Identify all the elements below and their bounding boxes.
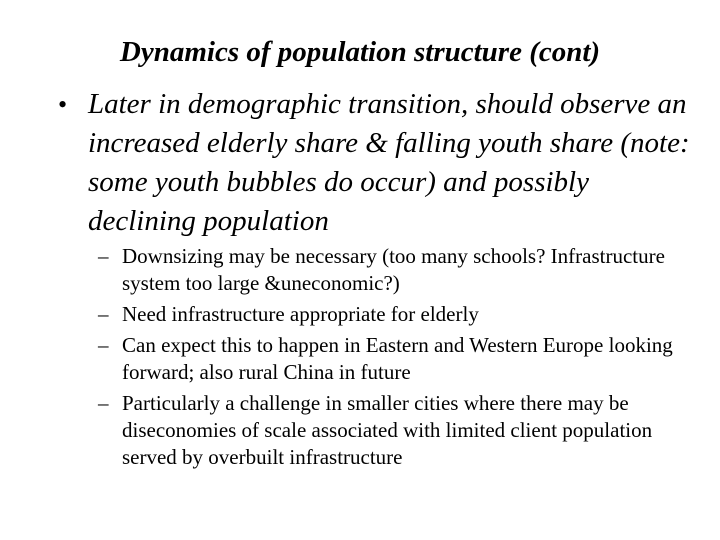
sub-bullet-downsizing xyxy=(98,243,698,297)
sub-bullet-text: Can expect this to happen in Eastern and Western Europe looking forward; also rural China in future xyxy=(122,333,673,384)
sub-bullet-text: Downsizing may be necessary (too many schools? Infrastructure system too large &uneconomic?) xyxy=(122,244,665,295)
sub-bullet-europe-china xyxy=(98,332,698,386)
bullet-marker: • xyxy=(58,90,68,119)
sub-bullet-list xyxy=(98,243,698,475)
sub-bullet-elderly-infrastructure xyxy=(98,301,698,328)
sub-bullet-text: Particularly a challenge in smaller cities where there may be diseconomies of scale associated with limited client population served by overbuilt infrastructure xyxy=(122,391,653,469)
dash-marker: – xyxy=(98,244,109,268)
sub-bullet-text: Need infrastructure appropriate for elderly xyxy=(122,302,479,326)
dash-marker: – xyxy=(98,302,109,326)
slide-title: Dynamics of population structure (cont) xyxy=(119,36,601,68)
main-bullet xyxy=(58,85,698,241)
dash-marker: – xyxy=(98,391,109,415)
dash-marker: – xyxy=(98,333,109,357)
sub-bullet-smaller-cities xyxy=(98,390,698,471)
main-bullet-text: Later in demographic transition, should observe an increased elderly share & falling youth share (note: some youth bubbles do occur) and possibly declining population xyxy=(88,88,690,237)
